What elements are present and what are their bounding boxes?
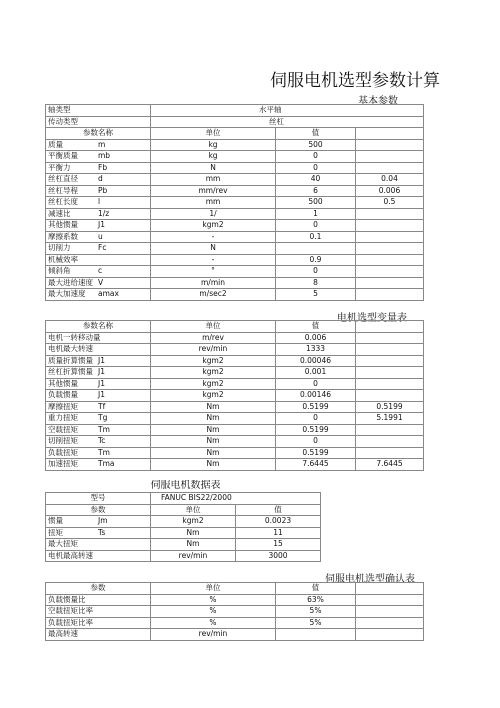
param-symbol: Fc bbox=[98, 243, 107, 253]
param-name: 丝杠折算惯量 bbox=[48, 367, 93, 377]
unit-cell: Nm bbox=[151, 447, 276, 459]
confirm-header-row bbox=[46, 583, 424, 595]
param-name-cell bbox=[46, 378, 151, 390]
value2-cell bbox=[356, 254, 424, 266]
value2-cell bbox=[356, 139, 424, 151]
value-cell: 11 bbox=[236, 527, 321, 539]
variables-table bbox=[45, 320, 424, 471]
header-param: 参数 bbox=[46, 504, 151, 516]
param-name: 丝杠长度 bbox=[48, 197, 78, 207]
header-param: 参数 bbox=[46, 583, 151, 595]
value-cell: 0 bbox=[276, 220, 356, 232]
param-name-cell bbox=[46, 447, 151, 459]
unit-cell: Nm bbox=[151, 527, 236, 539]
unit-cell: m/rev bbox=[151, 332, 276, 344]
unit-cell: Nm bbox=[151, 413, 276, 425]
value-cell: 0.1 bbox=[276, 231, 356, 243]
basic-params-table bbox=[45, 104, 424, 301]
axis-type-row bbox=[46, 105, 424, 117]
table-row bbox=[46, 516, 321, 528]
param-symbol: Tg bbox=[98, 413, 108, 423]
param-name-cell bbox=[46, 220, 151, 232]
table-row bbox=[46, 459, 424, 471]
table-row bbox=[46, 617, 424, 629]
unit-cell: m/sec2 bbox=[151, 289, 276, 301]
param-name: 最大扭矩 bbox=[48, 539, 78, 549]
unit-cell: Nm bbox=[151, 424, 276, 436]
unit-cell: kg bbox=[151, 151, 276, 163]
value2-cell: 0.04 bbox=[356, 174, 424, 186]
param-name-cell bbox=[46, 332, 151, 344]
param-name-cell bbox=[46, 185, 151, 197]
param-name: 切削力 bbox=[48, 243, 71, 253]
param-symbol: 1/z bbox=[98, 208, 110, 218]
unit-cell: mm bbox=[151, 197, 276, 209]
param-name-cell bbox=[46, 266, 151, 278]
model-label: 型号 bbox=[46, 493, 151, 505]
value-cell: 0 bbox=[276, 378, 356, 390]
value-cell: 0 bbox=[276, 413, 356, 425]
page-title: 伺服电机选型参数计算 bbox=[270, 71, 440, 91]
param-name-cell bbox=[46, 355, 151, 367]
value-cell: 0.00146 bbox=[276, 390, 356, 402]
param-name: 电机最高转速 bbox=[48, 550, 93, 560]
param-name-cell bbox=[46, 516, 151, 528]
table-row bbox=[46, 162, 424, 174]
unit-cell: rev/min bbox=[151, 344, 276, 356]
table-row bbox=[46, 390, 424, 402]
value2-cell bbox=[356, 447, 424, 459]
value2-cell: 0.006 bbox=[356, 185, 424, 197]
unit-cell: rev/min bbox=[151, 550, 236, 562]
value-cell: 0.9 bbox=[276, 254, 356, 266]
unit-cell: % bbox=[151, 594, 276, 606]
motor-data-table bbox=[45, 480, 321, 562]
table-row bbox=[46, 413, 424, 425]
value-cell: 1333 bbox=[276, 344, 356, 356]
drive-type-label: 传动类型 bbox=[46, 116, 151, 128]
value2-cell bbox=[356, 355, 424, 367]
motor-model-row bbox=[46, 493, 321, 505]
table-row bbox=[46, 629, 424, 641]
value2-cell bbox=[356, 378, 424, 390]
motor-heading-row bbox=[46, 480, 321, 493]
unit-cell: - bbox=[151, 231, 276, 243]
unit-cell: m/min bbox=[151, 277, 276, 289]
unit-cell: kgm2 bbox=[151, 516, 236, 528]
param-name-cell bbox=[46, 436, 151, 448]
param-symbol: u bbox=[98, 231, 103, 241]
motor-data-heading: 伺服电机数据表 bbox=[46, 480, 321, 493]
table-row bbox=[46, 367, 424, 379]
param-name: 丝杠导程 bbox=[48, 185, 78, 195]
table-row bbox=[46, 355, 424, 367]
value-cell bbox=[276, 243, 356, 255]
value-cell: 500 bbox=[276, 197, 356, 209]
axis-type-value: 水平轴 bbox=[151, 105, 424, 117]
value-cell: 0 bbox=[276, 266, 356, 278]
basic-params-heading: 基本参数 bbox=[358, 96, 398, 107]
param-name-cell bbox=[46, 413, 151, 425]
param-name-cell bbox=[46, 629, 151, 641]
value2-cell bbox=[356, 332, 424, 344]
header-param-name: 参数名称 bbox=[46, 128, 151, 140]
value-cell: 0.5199 bbox=[276, 447, 356, 459]
param-name: 平衡质量 bbox=[48, 151, 78, 161]
table-row bbox=[46, 231, 424, 243]
header-param-name: 参数名称 bbox=[46, 321, 151, 333]
param-name: 空载扭矩 bbox=[48, 424, 78, 434]
param-name: 负载扭矩 bbox=[48, 447, 78, 457]
param-symbol: d bbox=[98, 174, 103, 184]
value2-cell bbox=[356, 367, 424, 379]
param-name-cell bbox=[46, 344, 151, 356]
value2-cell bbox=[356, 436, 424, 448]
unit-cell: ° bbox=[151, 266, 276, 278]
unit-cell: - bbox=[151, 254, 276, 266]
param-name-cell bbox=[46, 174, 151, 186]
param-symbol: mb bbox=[98, 151, 111, 161]
param-name: 摩擦系数 bbox=[48, 231, 78, 241]
value-cell: 0 bbox=[276, 151, 356, 163]
param-name: 丝杠直径 bbox=[48, 174, 78, 184]
param-symbol: Tf bbox=[98, 401, 106, 411]
value-cell: 5 bbox=[276, 289, 356, 301]
table-row bbox=[46, 289, 424, 301]
table-row bbox=[46, 344, 424, 356]
unit-cell: kgm2 bbox=[151, 378, 276, 390]
header-unit: 单位 bbox=[151, 321, 276, 333]
drive-type-value: 丝杠 bbox=[151, 116, 424, 128]
axis-type-label: 轴类型 bbox=[46, 105, 151, 117]
value-cell: 15 bbox=[236, 539, 321, 551]
unit-cell: 1/ bbox=[151, 208, 276, 220]
param-name: 其他惯量 bbox=[48, 378, 78, 388]
value2-cell: 7.6445 bbox=[356, 459, 424, 471]
param-symbol: amax bbox=[98, 289, 119, 299]
value2-cell bbox=[356, 208, 424, 220]
value-cell: 0.006 bbox=[276, 332, 356, 344]
table-row bbox=[46, 197, 424, 209]
value-cell: 0 bbox=[276, 162, 356, 174]
unit-cell: N bbox=[151, 243, 276, 255]
value-cell bbox=[276, 629, 356, 641]
param-symbol: J1 bbox=[98, 220, 105, 230]
table-row bbox=[46, 151, 424, 163]
param-name-cell bbox=[46, 231, 151, 243]
unit-cell: Nm bbox=[151, 436, 276, 448]
param-symbol: J1 bbox=[98, 355, 105, 365]
table-row bbox=[46, 243, 424, 255]
param-symbol: V bbox=[98, 277, 104, 287]
param-name-cell bbox=[46, 151, 151, 163]
value-cell: 5% bbox=[276, 606, 356, 618]
value2-cell bbox=[356, 220, 424, 232]
param-name: 摩擦扭矩 bbox=[48, 401, 78, 411]
param-name: 其他惯量 bbox=[48, 220, 78, 230]
value-cell: 7.6445 bbox=[276, 459, 356, 471]
param-name: 加速扭矩 bbox=[48, 459, 78, 469]
param-name-cell bbox=[46, 401, 151, 413]
param-symbol: c bbox=[98, 266, 103, 276]
value2-cell bbox=[356, 424, 424, 436]
param-symbol: Fb bbox=[98, 162, 108, 172]
value2-cell bbox=[356, 277, 424, 289]
table-row bbox=[46, 185, 424, 197]
value2-cell: 0.5199 bbox=[356, 401, 424, 413]
param-name-cell bbox=[46, 208, 151, 220]
unit-cell: kgm2 bbox=[151, 390, 276, 402]
model-value: FANUC BIS22/2000 bbox=[151, 493, 321, 505]
value-cell: 1 bbox=[276, 208, 356, 220]
unit-cell: % bbox=[151, 617, 276, 629]
param-name-cell bbox=[46, 243, 151, 255]
value-cell: 63% bbox=[276, 594, 356, 606]
unit-cell: kg bbox=[151, 139, 276, 151]
header-value: 值 bbox=[236, 504, 321, 516]
motor-header-row bbox=[46, 504, 321, 516]
value-cell: 5% bbox=[276, 617, 356, 629]
value-cell: 0.001 bbox=[276, 367, 356, 379]
param-name: 负载惯量比 bbox=[48, 594, 86, 604]
table-row bbox=[46, 606, 424, 618]
param-symbol: Ts bbox=[98, 527, 106, 537]
table-row bbox=[46, 332, 424, 344]
param-name: 电机最大转速 bbox=[48, 344, 93, 354]
param-name-cell bbox=[46, 550, 151, 562]
unit-cell: rev/min bbox=[151, 629, 276, 641]
header-unit: 单位 bbox=[151, 583, 276, 595]
variables-heading: 电机选型变量表 bbox=[337, 313, 407, 324]
table-row bbox=[46, 401, 424, 413]
param-name: 扭矩 bbox=[48, 527, 63, 537]
param-symbol: Tc bbox=[98, 436, 106, 446]
param-name: 倾斜角 bbox=[48, 266, 71, 276]
value-cell: 0.00046 bbox=[276, 355, 356, 367]
param-name: 最大进给速度 bbox=[48, 277, 93, 287]
value-cell: 8 bbox=[276, 277, 356, 289]
param-symbol: J1 bbox=[98, 378, 105, 388]
param-name: 负载惯量 bbox=[48, 390, 78, 400]
header-unit: 单位 bbox=[151, 504, 236, 516]
unit-cell: % bbox=[151, 606, 276, 618]
value2-cell: 0.5 bbox=[356, 197, 424, 209]
param-symbol: l bbox=[98, 197, 101, 207]
param-name: 惯量 bbox=[48, 516, 63, 526]
param-name-cell bbox=[46, 139, 151, 151]
param-symbol: m bbox=[98, 139, 106, 149]
value-cell: 500 bbox=[276, 139, 356, 151]
table-row bbox=[46, 266, 424, 278]
param-name-cell bbox=[46, 594, 151, 606]
drive-type-row bbox=[46, 116, 424, 128]
param-name-cell bbox=[46, 459, 151, 471]
unit-cell: kgm2 bbox=[151, 220, 276, 232]
value2-cell bbox=[356, 162, 424, 174]
param-name: 切削扭矩 bbox=[48, 436, 78, 446]
param-name-cell bbox=[46, 539, 151, 551]
param-symbol: Jm bbox=[98, 516, 108, 526]
variables-header-row bbox=[46, 321, 424, 333]
value2-cell bbox=[356, 344, 424, 356]
unit-cell: mm bbox=[151, 174, 276, 186]
value2-cell bbox=[356, 617, 424, 629]
table-row bbox=[46, 539, 321, 551]
param-symbol: J1 bbox=[98, 390, 105, 400]
table-row bbox=[46, 424, 424, 436]
param-name: 最大加速度 bbox=[48, 289, 86, 299]
unit-cell: kgm2 bbox=[151, 367, 276, 379]
table-row bbox=[46, 277, 424, 289]
param-symbol: Pb bbox=[98, 185, 108, 195]
table-row bbox=[46, 174, 424, 186]
param-name-cell bbox=[46, 424, 151, 436]
value2-cell bbox=[356, 266, 424, 278]
value-cell: 0.5199 bbox=[276, 401, 356, 413]
value2-cell bbox=[356, 606, 424, 618]
header-value: 值 bbox=[276, 128, 356, 140]
param-name-cell bbox=[46, 277, 151, 289]
param-name: 最高转速 bbox=[48, 629, 78, 639]
value2-cell bbox=[356, 243, 424, 255]
param-name: 质量 bbox=[48, 139, 63, 149]
value2-cell bbox=[356, 231, 424, 243]
param-name-cell bbox=[46, 289, 151, 301]
param-name-cell bbox=[46, 367, 151, 379]
header-value: 值 bbox=[276, 321, 356, 333]
value-cell: 0.0023 bbox=[236, 516, 321, 528]
param-symbol: Tm bbox=[98, 447, 110, 457]
unit-cell: Nm bbox=[151, 539, 236, 551]
table-row bbox=[46, 208, 424, 220]
confirm-heading: 伺服电机选型确认表 bbox=[325, 574, 415, 585]
table-row bbox=[46, 378, 424, 390]
table-row bbox=[46, 139, 424, 151]
param-name: 减速比 bbox=[48, 208, 71, 218]
value2-cell bbox=[356, 390, 424, 402]
value-cell: 3000 bbox=[236, 550, 321, 562]
header-value: 值 bbox=[276, 583, 356, 595]
param-name-cell bbox=[46, 390, 151, 402]
value2-cell bbox=[356, 629, 424, 641]
param-name-cell bbox=[46, 197, 151, 209]
value-cell: 0 bbox=[276, 436, 356, 448]
value-cell: 40 bbox=[276, 174, 356, 186]
param-name: 空载扭矩比率 bbox=[48, 606, 93, 616]
unit-cell: Nm bbox=[151, 459, 276, 471]
table-row bbox=[46, 594, 424, 606]
param-name-cell bbox=[46, 617, 151, 629]
param-name-cell bbox=[46, 527, 151, 539]
table-row bbox=[46, 447, 424, 459]
header-unit: 单位 bbox=[151, 128, 276, 140]
unit-cell: mm/rev bbox=[151, 185, 276, 197]
basic-header-row bbox=[46, 128, 424, 140]
table-row bbox=[46, 436, 424, 448]
param-name: 重力扭矩 bbox=[48, 413, 78, 423]
param-name: 质量折算惯量 bbox=[48, 355, 93, 365]
unit-cell: kgm2 bbox=[151, 355, 276, 367]
value2-cell: 5.1991 bbox=[356, 413, 424, 425]
value-cell: 6 bbox=[276, 185, 356, 197]
param-name: 平衡力 bbox=[48, 162, 71, 172]
param-symbol: J1 bbox=[98, 367, 105, 377]
table-row bbox=[46, 550, 321, 562]
table-row bbox=[46, 254, 424, 266]
param-name-cell bbox=[46, 162, 151, 174]
table-row bbox=[46, 220, 424, 232]
value2-cell bbox=[356, 151, 424, 163]
param-name: 机械效率 bbox=[48, 254, 78, 264]
value2-cell bbox=[356, 594, 424, 606]
param-name: 电机一转移动量 bbox=[48, 332, 101, 342]
value2-cell bbox=[356, 289, 424, 301]
unit-cell: Nm bbox=[151, 401, 276, 413]
table-row bbox=[46, 527, 321, 539]
param-symbol: Tma bbox=[98, 459, 115, 469]
param-name-cell bbox=[46, 606, 151, 618]
unit-cell: N bbox=[151, 162, 276, 174]
value-cell: 0.5199 bbox=[276, 424, 356, 436]
param-name-cell bbox=[46, 254, 151, 266]
param-name: 负载扭矩比率 bbox=[48, 617, 93, 627]
confirm-table bbox=[45, 582, 424, 641]
param-symbol: Tm bbox=[98, 424, 110, 434]
